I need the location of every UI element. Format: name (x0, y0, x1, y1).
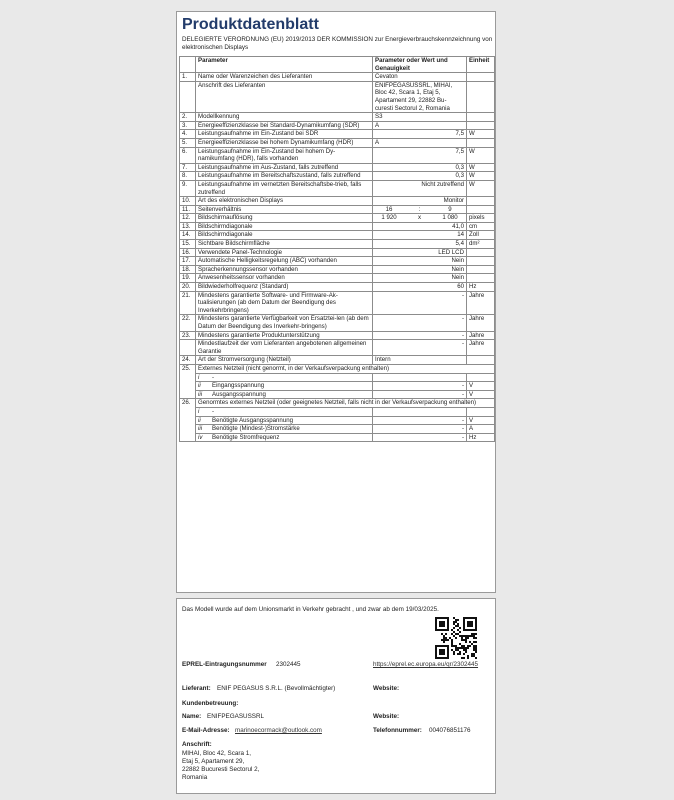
sub-row-label: Benötigte Stromfrequenz (212, 433, 280, 441)
sub-row-unit: V (467, 382, 495, 391)
sub-row-parameter (196, 433, 373, 442)
row-number: 20. (180, 283, 196, 292)
table-row (180, 331, 495, 340)
section-header-row (180, 399, 495, 408)
row-number (180, 81, 196, 112)
row-parameter: Mindestens garantierte Verfügbarkeit von Ersatztei-len (ab dem Datum der Beendigung des Inverkehr-bringens) (196, 315, 373, 331)
qr-code-icon (435, 617, 477, 659)
row-value: 60 (373, 283, 467, 292)
supplier-value: ENIF PEGASUS S.R.L. (Bevollmächtigter) (217, 685, 336, 692)
table-row (180, 222, 495, 231)
phone-value: 004076851176 (429, 727, 471, 734)
row-value-part: 1 080 (442, 214, 458, 222)
row-value: 7,5 (373, 130, 467, 139)
table-row (180, 274, 495, 283)
regulation-text: DELEGIERTE VERORDNUNG (EU) 2019/2013 DER KOMMISSION zur Energieverbrauchskennzeichnung von elektronischen Displays (182, 36, 493, 52)
row-unit: dm² (467, 240, 495, 249)
table-row (180, 291, 495, 315)
website-label: Website: (373, 685, 400, 692)
sub-row-label: Benötigte (Mindest-)Stromstärke (212, 425, 300, 433)
row-unit (467, 121, 495, 130)
row-parameter: Bildschirmauflösung (196, 214, 373, 223)
row-number: 18. (180, 265, 196, 274)
table-row (180, 240, 495, 249)
row-number: 25. (180, 364, 196, 398)
sub-row-label: - (212, 407, 215, 415)
row-unit (467, 274, 495, 283)
row-number: 2. (180, 113, 196, 122)
table-row (180, 172, 495, 181)
row-value-part: x (417, 214, 422, 222)
row-parameter: Sichtbare Bildschirmfläche (196, 240, 373, 249)
row-parameter: Mindestens garantierte Produktunterstützung (196, 331, 373, 340)
row-value: Monitor (373, 197, 467, 206)
row-parameter: Modellkennung (196, 113, 373, 122)
sub-row-unit: A (467, 425, 495, 434)
sub-row-parameter (196, 390, 373, 399)
supplier-info-panel (176, 598, 496, 794)
sub-row (180, 373, 495, 382)
eprel-link[interactable]: https://eprel.ec.europa.eu/qr/2302445 (373, 661, 479, 668)
table-row (180, 81, 495, 112)
row-number: 11. (180, 205, 196, 214)
row-parameter: Mindestens garantierte Software- und Firmware-Ak-tualisierungen (ab dem Datum der Beendigung des Inverkehrbringens) (196, 291, 373, 315)
row-value: A (373, 121, 467, 130)
address-line: 22882 Bucuresti Sectorul 2, (182, 766, 260, 773)
header-value: Parameter oder Wert und Genauigkeit (373, 57, 467, 73)
row-value: Nicht zutreffend (373, 180, 467, 196)
sub-row-unit: V (467, 390, 495, 399)
row-value: - (373, 291, 467, 315)
table-row (180, 121, 495, 130)
row-parameter: Name oder Warenzeichen des Lieferanten (196, 73, 373, 82)
table-row (180, 356, 495, 365)
sub-row-value: - (373, 433, 467, 442)
row-number: 15. (180, 240, 196, 249)
header-number (180, 57, 196, 73)
section-header-row (180, 364, 495, 373)
row-value: 0,3 (373, 172, 467, 181)
table-header-row (180, 57, 495, 73)
row-number: 5. (180, 138, 196, 147)
row-number: 13. (180, 222, 196, 231)
row-unit (467, 73, 495, 82)
row-unit: W (467, 130, 495, 139)
row-unit: pixels (467, 214, 495, 223)
row-value: 7,5 (373, 147, 467, 163)
table-row (180, 315, 495, 331)
row-number: 12. (180, 214, 196, 223)
table-row (180, 130, 495, 139)
table-row (180, 113, 495, 122)
row-number: 16. (180, 248, 196, 257)
sub-row-index: iii (198, 390, 203, 398)
row-parameter: Energieeffizienzklasse bei hohem Dynamikumfang (HDR) (196, 138, 373, 147)
row-parameter: Leistungsaufnahme im Bereitschaftszustand, falls zutreffend (196, 172, 373, 181)
sub-row-parameter (196, 382, 373, 391)
row-number: 4. (180, 130, 196, 139)
section-label: Genormtes externes Netzteil (oder geeignetes Netzteil, falls nicht in der Verkaufsverpackung enthalten) (196, 399, 495, 408)
sub-row-index: ii (198, 416, 201, 424)
row-unit (467, 257, 495, 266)
table-row (180, 248, 495, 257)
row-value-part: 9 (448, 205, 452, 213)
website2-label: Website: (373, 713, 400, 720)
row-parameter: Leistungsaufnahme im Aus-Zustand, falls zutreffend (196, 163, 373, 172)
sub-row-value (373, 407, 467, 416)
row-unit (467, 265, 495, 274)
sub-row-value: - (373, 390, 467, 399)
eprel-number: 2302445 (276, 661, 301, 668)
section-label: Externes Netzteil (nicht genormt, in der Verkaufsverpackung enthalten) (196, 364, 495, 373)
row-unit (467, 81, 495, 112)
row-parameter: Art der Stromversorgung (Netzteil) (196, 356, 373, 365)
row-number: 23. (180, 331, 196, 340)
row-value: 14 (373, 231, 467, 240)
sub-row-index: iv (198, 433, 203, 441)
row-number: 6. (180, 147, 196, 163)
table-row (180, 257, 495, 266)
header-parameter: Parameter (196, 57, 373, 73)
sub-row-parameter (196, 407, 373, 416)
sub-row-parameter (196, 416, 373, 425)
eprel-label: EPREL-Eintragungsnummer (182, 661, 267, 668)
sub-row-index: ii (198, 382, 201, 390)
address-line: Etaj 5, Apartament 29, (182, 758, 245, 765)
address-label: Anschrift: (182, 741, 212, 748)
row-unit: W (467, 163, 495, 172)
table-row (180, 138, 495, 147)
sub-row-value: - (373, 425, 467, 434)
row-value-part: 16 (385, 205, 393, 213)
sub-row-parameter (196, 373, 373, 382)
row-value-part: 1 920 (381, 214, 397, 222)
supplier-label: Lieferant: (182, 685, 211, 692)
sub-row-index: iii (198, 425, 203, 433)
row-parameter: Energieeffizienzklasse bei Standard-Dynamikumfang (SDR) (196, 121, 373, 130)
row-parameter: Bildwiederholfrequenz (Standard) (196, 283, 373, 292)
row-unit: Jahre (467, 291, 495, 315)
table-row (180, 180, 495, 196)
address-line: MIHAI, Bloc 42, Scara 1, (182, 750, 251, 757)
row-value (373, 205, 467, 214)
row-value: - (373, 340, 467, 356)
row-unit (467, 248, 495, 257)
support-label: Kundenbetreuung: (182, 700, 239, 707)
sub-row (180, 382, 495, 391)
row-unit: Jahre (467, 331, 495, 340)
sub-row-label: - (212, 373, 215, 381)
row-number: 3. (180, 121, 196, 130)
table-row (180, 231, 495, 240)
row-number: 1. (180, 73, 196, 82)
table-row (180, 147, 495, 163)
sub-row-unit: Hz (467, 433, 495, 442)
row-value: 41,0 (373, 222, 467, 231)
row-number: 7. (180, 163, 196, 172)
row-value (373, 214, 467, 223)
row-unit: W (467, 147, 495, 163)
sub-row (180, 407, 495, 416)
sub-row (180, 425, 495, 434)
row-number: 9. (180, 180, 196, 196)
row-value: A (373, 138, 467, 147)
row-number (180, 340, 196, 356)
row-number: 21. (180, 291, 196, 315)
row-number: 22. (180, 315, 196, 331)
row-parameter: Automatische Helligkeitsregelung (ABC) vorhanden (196, 257, 373, 266)
sub-row-label: Ausgangsspannung (212, 390, 266, 398)
market-note: Das Modell wurde auf dem Unionsmarkt in Verkehr gebracht , und zwar ab dem 19/03/2025. (182, 606, 439, 613)
row-value: S3 (373, 113, 467, 122)
sub-row-unit (467, 373, 495, 382)
table-row (180, 283, 495, 292)
sub-row-label: Benötigte Ausgangsspannung (212, 416, 293, 424)
row-unit: W (467, 180, 495, 196)
row-number: 14. (180, 231, 196, 240)
row-value: Nein (373, 257, 467, 266)
phone-label: Telefonnummer: (373, 727, 422, 734)
row-value: Intern (373, 356, 467, 365)
row-parameter: Leistungsaufnahme im vernetzten Bereitschaftsbe-trieb, falls zutreffend (196, 180, 373, 196)
sub-row-value: - (373, 382, 467, 391)
row-number: 24. (180, 356, 196, 365)
row-parameter: Spracherkennungssensor vorhanden (196, 265, 373, 274)
row-unit (467, 197, 495, 206)
row-unit: Jahre (467, 340, 495, 356)
row-parameter: Mindestlaufzeit der vom Lieferanten angebotenen allgemeinen Garantie (196, 340, 373, 356)
header-unit: Einheit (467, 57, 495, 73)
row-number: 10. (180, 197, 196, 206)
name-value: ENIFPEGASUSSRL (207, 713, 265, 720)
row-unit: W (467, 172, 495, 181)
sub-row-value: - (373, 416, 467, 425)
sub-row-value (373, 373, 467, 382)
row-value-part: : (418, 205, 421, 213)
sub-row-parameter (196, 425, 373, 434)
row-parameter: Leistungsaufnahme im Ein-Zustand bei SDR (196, 130, 373, 139)
row-unit (467, 138, 495, 147)
row-parameter: Bildschirmdiagonale (196, 231, 373, 240)
row-unit: Jahre (467, 315, 495, 331)
row-value: LED LCD (373, 248, 467, 257)
table-row (180, 73, 495, 82)
row-parameter: Verwendete Panel-Technologie (196, 248, 373, 257)
data-table (179, 56, 495, 442)
table-row (180, 214, 495, 223)
row-value: - (373, 331, 467, 340)
row-number: 17. (180, 257, 196, 266)
row-number: 19. (180, 274, 196, 283)
row-unit: Hz (467, 283, 495, 292)
product-data-sheet (176, 11, 496, 593)
row-parameter: Anwesenheitssensor vorhanden (196, 274, 373, 283)
row-value: Cevaton (373, 73, 467, 82)
page-title: Produktdatenblatt (182, 16, 319, 33)
sub-row (180, 433, 495, 442)
email-label: E-Mail-Adresse: (182, 727, 230, 734)
table-row (180, 205, 495, 214)
row-unit: cm (467, 222, 495, 231)
row-value: 0,3 (373, 163, 467, 172)
row-parameter: Anschrift des Lieferanten (196, 81, 373, 112)
address-line: Romania (182, 774, 208, 781)
sub-row-unit: V (467, 416, 495, 425)
row-parameter: Art des elektronischen Displays (196, 197, 373, 206)
row-number: 26. (180, 399, 196, 442)
sub-row-unit (467, 407, 495, 416)
email-link[interactable]: marinoecormack@outlook.com (235, 727, 322, 734)
row-unit (467, 205, 495, 214)
row-value: - (373, 315, 467, 331)
row-value: 5,4 (373, 240, 467, 249)
sub-row (180, 390, 495, 399)
row-unit (467, 356, 495, 365)
sub-row-label: Eingangsspannung (212, 382, 265, 390)
name-label: Name: (182, 713, 202, 720)
row-unit (467, 113, 495, 122)
row-parameter: Leistungsaufnahme im Ein-Zustand bei hohem Dy-namikumfang (HDR), falls vorhanden (196, 147, 373, 163)
row-unit: Zoll (467, 231, 495, 240)
sub-row-index: i (198, 373, 200, 381)
table-row (180, 197, 495, 206)
sub-row (180, 416, 495, 425)
row-value: ENIFPEGASUSSRL, MIHAI, Bloc 42, Scara 1, Etaj 5, Apartament 29, 22882 Bu-curesti Sectorul 2, Romania (373, 81, 467, 112)
sub-row-index: i (198, 407, 200, 415)
row-value: Nein (373, 274, 467, 283)
table-row (180, 340, 495, 356)
row-number: 8. (180, 172, 196, 181)
row-parameter: Bildschirmdiagonale (196, 222, 373, 231)
table-row (180, 265, 495, 274)
row-value: Nein (373, 265, 467, 274)
table-row (180, 163, 495, 172)
row-parameter: Seitenverhältnis (196, 205, 373, 214)
